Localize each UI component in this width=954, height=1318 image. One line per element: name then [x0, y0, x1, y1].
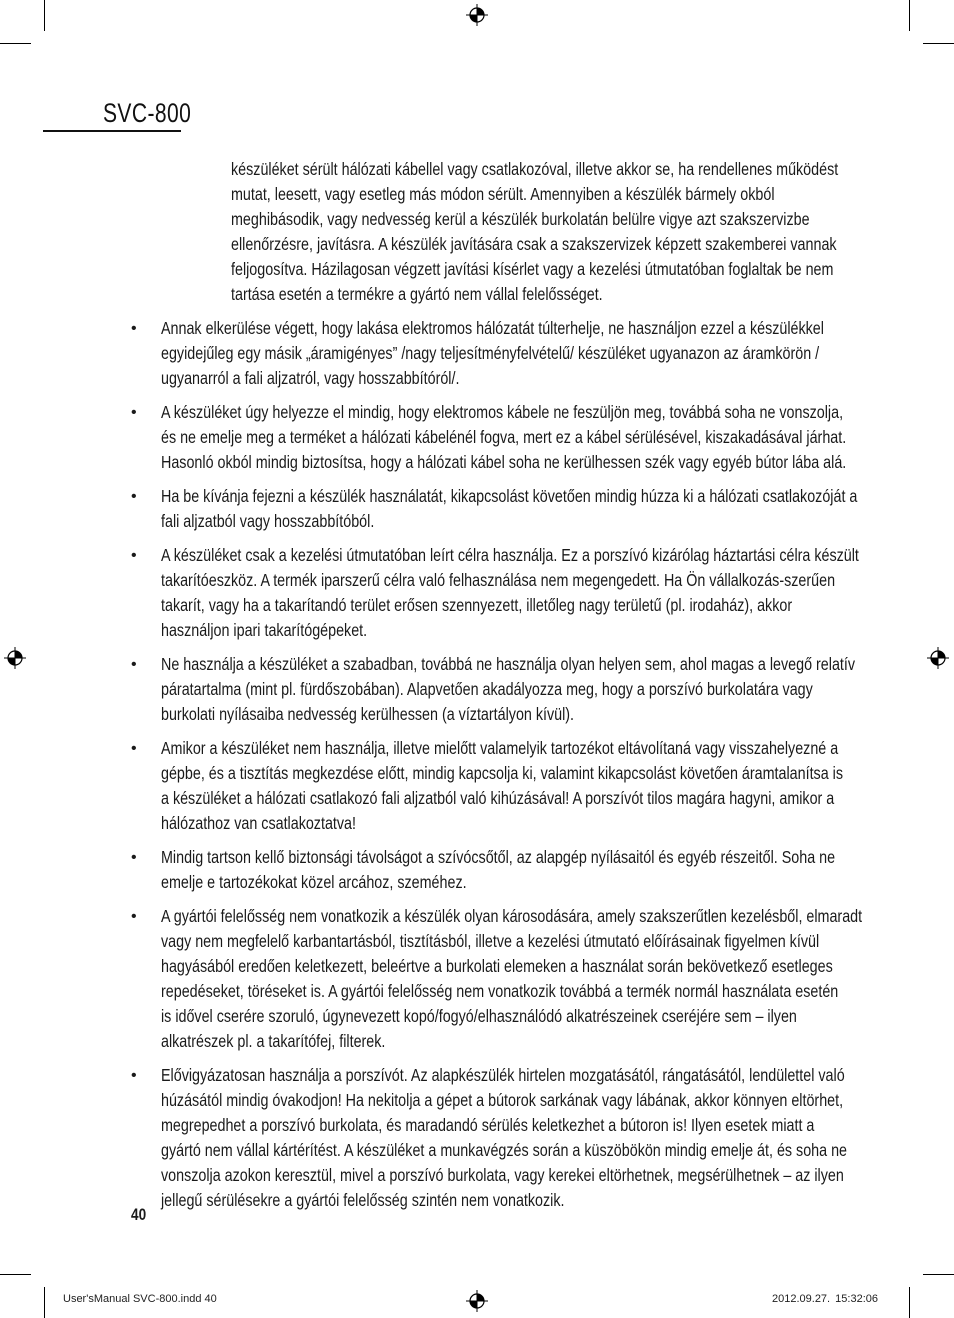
text-line: repedéseket, töréseket is. A gyártói felelősség nem vonatkozik továbbá a termék normál használata esetén — [161, 981, 839, 1001]
list-item — [130, 736, 890, 836]
list-item — [130, 316, 890, 391]
text-line: vagy nem megfelelő karbantartásból, tisztításból, illetve a kezelési útmutató előírásainak figyelmen kívül — [161, 931, 820, 951]
bullet-icon: • — [131, 740, 137, 757]
text-line: egyidejűleg egy másik „áramigényes” /nagy teljesítményfelvételű/ készüléket ugyanazon az áramkörön / — [161, 343, 820, 363]
bullet-icon: • — [131, 849, 137, 866]
bullet-icon: • — [131, 908, 137, 925]
text-line: gépbe, és a tisztítás megkezdése előtt, mindig kapcsolja ki, valamint kikapcsolást követően áramtalanítsa is — [161, 763, 844, 783]
text-line: húzásától mindig óvakodjon! Ha nekitolja a gépet a bútorok sarkának vagy lábának, akkor könnyen eltörhet, — [161, 1090, 844, 1110]
text-line: A készüléket úgy helyezze el mindig, hogy elektromos kábele ne feszüljön meg, továbbá soha ne vonszolja, — [161, 402, 844, 422]
crop-mark — [0, 43, 31, 44]
text-line: páratartalma (mint pl. fürdőszobában). Alapvetően akadályozza meg, hogy a porszívó burkolatára vagy — [161, 679, 813, 699]
registration-mark-icon — [927, 647, 949, 669]
text-line: tartása esetén a termékre a gyártó nem vállal felelősséget. — [231, 284, 603, 304]
text-line: Hasonló okból mindig biztosítsa, hogy a hálózati kábel soha ne kerülhessen szék vagy egyéb bútor lába alá. — [161, 452, 847, 472]
text-line: ellenőrzésre, javításra. A készülék javítására csak a szakszervizek képzett szakemberei vannak — [231, 234, 837, 254]
document-title: SVC-800 — [103, 98, 192, 128]
bullet-icon: • — [131, 1067, 137, 1084]
text-line: készüléket sérült hálózati kábellel vagy csatlakozóval, illetve akkor se, ha rendellenes működést — [231, 159, 839, 179]
text-line: meghibásodik, vagy nedvesség kerül a készülék burkolatán belülre vigye azt szakszervizbe — [231, 209, 810, 229]
registration-mark-icon — [466, 4, 488, 26]
list-item — [130, 1063, 890, 1213]
list-item — [130, 484, 890, 534]
bullet-icon: • — [131, 488, 137, 505]
crop-mark — [0, 1274, 31, 1275]
text-line: Annak elkerülése végett, hogy lakása elektromos hálózatát túlterhelje, ne használjon ezzel a készülékkel — [161, 318, 824, 338]
text-line: alkatrészek pl. a takarítófej, filterek. — [161, 1031, 386, 1051]
registration-mark-icon — [4, 647, 26, 669]
list-item — [130, 652, 890, 727]
text-line: feljogosítva. Házilagosan végzett javítási kísérlet vagy a kezelési útmutatóban foglaltak be nem — [231, 259, 834, 279]
list-item — [130, 543, 890, 643]
list-item — [130, 904, 890, 1054]
text-line: burkolati nyílásaiba nedvesség kerülhessen (a víztartályon kívül). — [161, 704, 575, 724]
intro-paragraph — [231, 157, 890, 307]
page-number: 40 — [131, 1205, 147, 1224]
print-slug-timestamp: 2012.09.27. 15:32:06 — [772, 1293, 878, 1305]
text-line: emelje e tartozékokat közel arcához, szeméhez. — [161, 872, 467, 892]
text-line: gyártó nem vállal kártérítést. A készüléket a munkavégzés során a küszöbökön mindig emelje át, és soha ne — [161, 1140, 848, 1160]
crop-mark — [44, 0, 45, 31]
text-line: takarítóeszköz. A termék iparszerű célra való felhasználása nem megengedett. Ha Ön vállalkozás-szerűen — [161, 570, 836, 590]
bullet-icon: • — [131, 547, 137, 564]
text-line: A gyártói felelősség nem vonatkozik a készülék olyan károsodására, amely szakszerűtlen kezelésből, elmaradt — [161, 906, 863, 926]
text-line: megrepedhet a porszívó burkolata, és maradandó sérülés keletkezhet a bútoron is! Ilyen esetek miatt a — [161, 1115, 815, 1135]
text-line: használjon ipari takarítógépeket. — [161, 620, 368, 640]
bullet-icon: • — [131, 320, 137, 337]
list-item — [130, 845, 890, 895]
text-line: a készüléket a hálózati csatlakozó fali aljzatból való kihúzásával! A porszívót tilos magára hagyni, amikor a — [161, 788, 835, 808]
crop-mark — [923, 1274, 954, 1275]
text-line: Elővigyázatosan használja a porszívót. Az alapkészülék hirtelen mozgatásától, rángatásától, lendülettel való — [161, 1065, 845, 1085]
crop-mark — [909, 0, 910, 31]
text-line: Mindig tartson kellő biztonsági távolságot a szívócsőtől, az alapgép nyílásaitól és egyéb részeitől. Soha ne — [161, 847, 836, 867]
text-line: mutat, leesett, vagy esetleg más módon sérült. Amennyiben a készülék bármely okból — [231, 184, 775, 204]
registration-mark-icon — [466, 1290, 488, 1312]
text-line: ugyanarról a fali aljzatról, vagy hosszabbítóról/. — [161, 368, 460, 388]
crop-mark — [44, 1287, 45, 1318]
text-line: A készüléket csak a kezelési útmutatóban leírt célra használja. Ez a porszívó kizárólag háztartási célra készült — [161, 545, 859, 565]
bullet-icon: • — [131, 404, 137, 421]
crop-mark — [923, 43, 954, 44]
text-line: és ne emelje meg a terméket a hálózati kábelénél fogva, mert ez a kábel sérülésével, kiszakadásával járhat. — [161, 427, 847, 447]
text-line: Ha be kívánja fejezni a készülék használatát, kikapcsolást követően mindig húzza ki a hálózati csatlakozóját a — [161, 486, 858, 506]
crop-mark — [909, 1287, 910, 1318]
bullet-icon: • — [131, 656, 137, 673]
text-line: is idővel cserére szoruló, úgynevezett kopó/fogyó/elhasználódó alkatrészeinek cseréjére sem – ilyen — [161, 1006, 797, 1026]
text-line: takarít, vagy ha a takarítandó terület erősen szennyezett, illetőleg nagy területű (pl. irodaház), akkor — [161, 595, 793, 615]
text-line: jellegű sérülésekre a gyártói felelősség szintén nem vonatkozik. — [161, 1190, 565, 1210]
text-line: Amikor a készüléket nem használja, illetve mielőtt valamelyik tartozékot eltávolítaná vagy visszahelyezné a — [161, 738, 839, 758]
text-line: Ne használja a készüléket a szabadban, továbbá ne használja olyan helyen sem, ahol magas a levegő relatív — [161, 654, 856, 674]
list-item — [130, 400, 890, 475]
text-line: hálózathoz van csatlakoztatva! — [161, 813, 357, 833]
text-line: hagyásából eredően keletkezett, beleértve a burkolati elemeken a használat során bekövetkező esetleges — [161, 956, 833, 976]
document-body — [130, 157, 890, 1213]
text-line: fali aljzatból vagy hosszabbítóból. — [161, 511, 375, 531]
print-slug-filename: User'sManual SVC-800.indd 40 — [63, 1293, 217, 1305]
header-rule — [43, 130, 181, 132]
text-line: vonszolja azokon keresztül, mivel a porszívó burkolata, vagy kerekei eltörhetnek, megsérülhetnek – az ilyen — [161, 1165, 844, 1185]
